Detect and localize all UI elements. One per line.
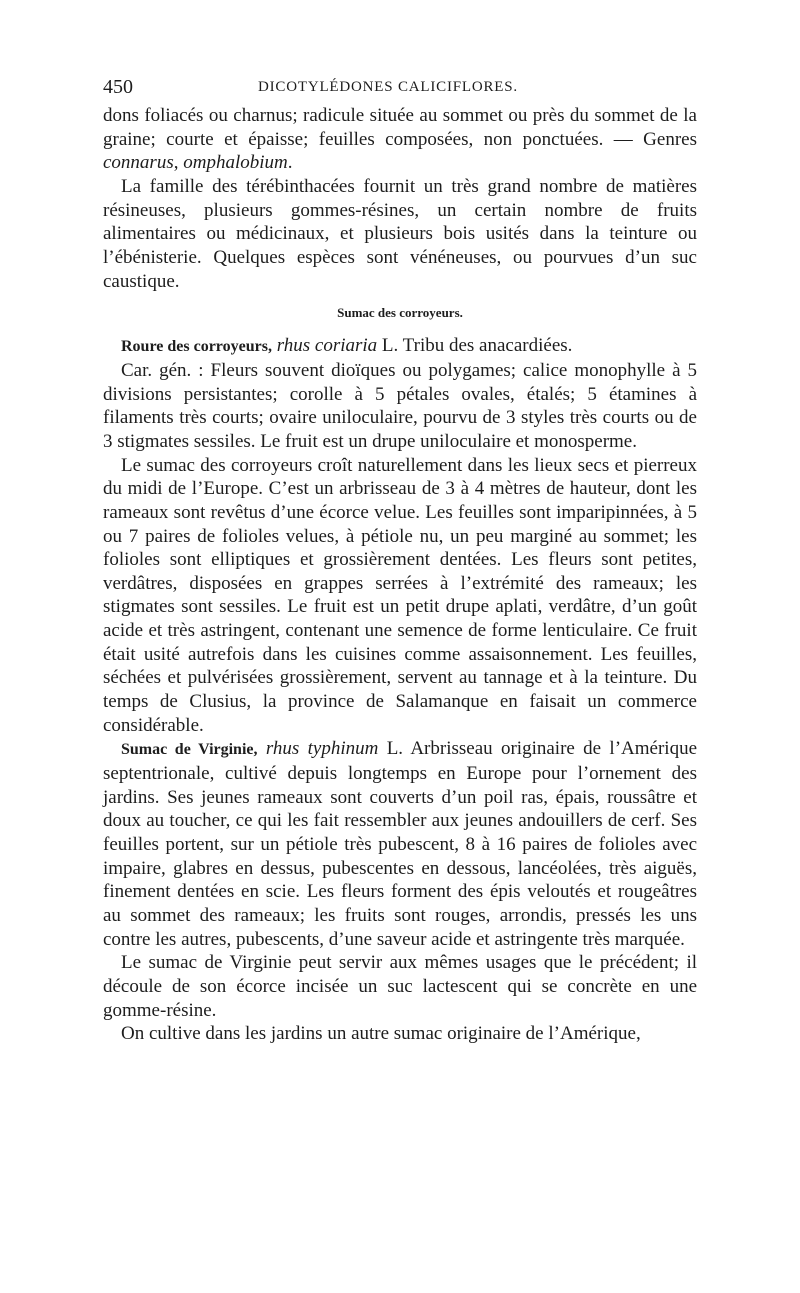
runin-sumac-de-virginie: Sumac de Virginie, — [121, 741, 258, 759]
genus-omphalobium: omphalobium — [183, 152, 288, 174]
paragraph-6 — [103, 737, 697, 951]
runin-roure-des-corroyeurs: Roure des corroyeurs, — [121, 338, 272, 356]
paragraph-8: On cultive dans les jardins un autre sumac originaire de l’Amérique, — [121, 1023, 641, 1045]
section-heading: Sumac des corroyeurs. — [337, 305, 463, 321]
paragraph-1-text: dons foliacés ou charnus; radicule située au sommet ou près du sommet de la graine; courte et épaisse; feuilles composées, non ponctuées. — Genres — [103, 105, 697, 150]
paragraph-7: Le sumac de Virginie peut servir aux mêmes usages que le précédent; il découle de son écorce incisée un suc lactescent qui se concrète en une gomme-résine. — [103, 952, 697, 1021]
paragraph-3 — [103, 334, 697, 359]
latin-rhus-typhinum: rhus typhinum — [265, 738, 379, 760]
genus-connarus: connarus — [103, 152, 174, 174]
paragraph-1-end: . — [287, 152, 293, 174]
paragraph-3-rest: L. Tribu des anacardiées. — [377, 335, 573, 357]
page-header — [103, 70, 697, 104]
paragraph-2: La famille des térébinthacées fournit un très grand nombre de matières résineuses, plusieurs gommes-résines, un certain nombre de fruits alimentaires ou médicinaux, et plusieurs bois usités dans la teinture ou l’ébénisterie. Quelques espèces sont vénéneuses, ou pourvues d’un suc caustique. — [103, 175, 697, 292]
genus-separator: , — [173, 152, 184, 174]
latin-rhus-coriaria: rhus coriaria — [276, 335, 378, 357]
running-title: DICOTYLÉDONES CALICIFLORES. — [258, 79, 518, 95]
paragraph-6-rest: L. Arbrisseau originaire de l’Amérique septentrionale, cultivé depuis longtemps en Europe pour l’ornement des jardins. Ses jeunes rameaux sont couverts d’un poil ras, épais, roussâtre et doux au toucher, ce qui les fait ressembler aux jeunes andouillers de cerf. Ses feuilles portent, sur un pétiole très pubescent, 8 à 16 paires de folioles avec impaire, glabres en dessus, pubescentes en dessous, lancéolées, très aiguës, finement dentées en scie. Les fleurs forment des épis veloutés et rougeâtres au sommet des rameaux; les fruits sont rouges, arrondis, pressés les uns contre les autres, pubescents, d’une saveur acide et astringente très marquée. — [103, 738, 698, 950]
paragraph-4: Car. gén. : Fleurs souvent dioïques ou polygames; calice monophylle à 5 divisions persistantes; corolle à 5 pétales ovales, étalés; 5 étamines à filaments très courts; ovaire uniloculaire, pourvu de 3 styles très courts ou de 3 stigmates sessiles. Le fruit est un drupe uniloculaire et monosperme. — [103, 359, 697, 452]
page-number: 450 — [103, 76, 133, 98]
book-page — [103, 70, 697, 1046]
paragraph-5: Le sumac des corroyeurs croît naturellement dans les lieux secs et pierreux du midi de l’Europe. C’est un arbrisseau de 3 à 4 mètres de hauteur, dont les rameaux sont revêtus d’une écorce velue. Les feuilles sont imparipinnées, à 5 ou 7 paires de folioles velues, à pétiole nu, un peu marginé au sommet; les folioles sont elliptiques et grossièrement dentées. Les fleurs sont petites, verdâtres, disposées en grappes serrées à l’extrémité des rameaux; les stigmates sont sessiles. Le fruit est un petit drupe aplati, verdâtre, d’un goût acide et très astringent, contenant une semence de forme lenticulaire. Ce fruit était usité autrefois dans les cuisines comme assaisonnement. Les feuilles, séchées et pulvérisées grossièrement, servent au tannage et à la teinture. Du temps de Clusius, la province de Salamanque en faisait un commerce considérable. — [103, 454, 697, 736]
paragraph-1 — [103, 104, 697, 175]
